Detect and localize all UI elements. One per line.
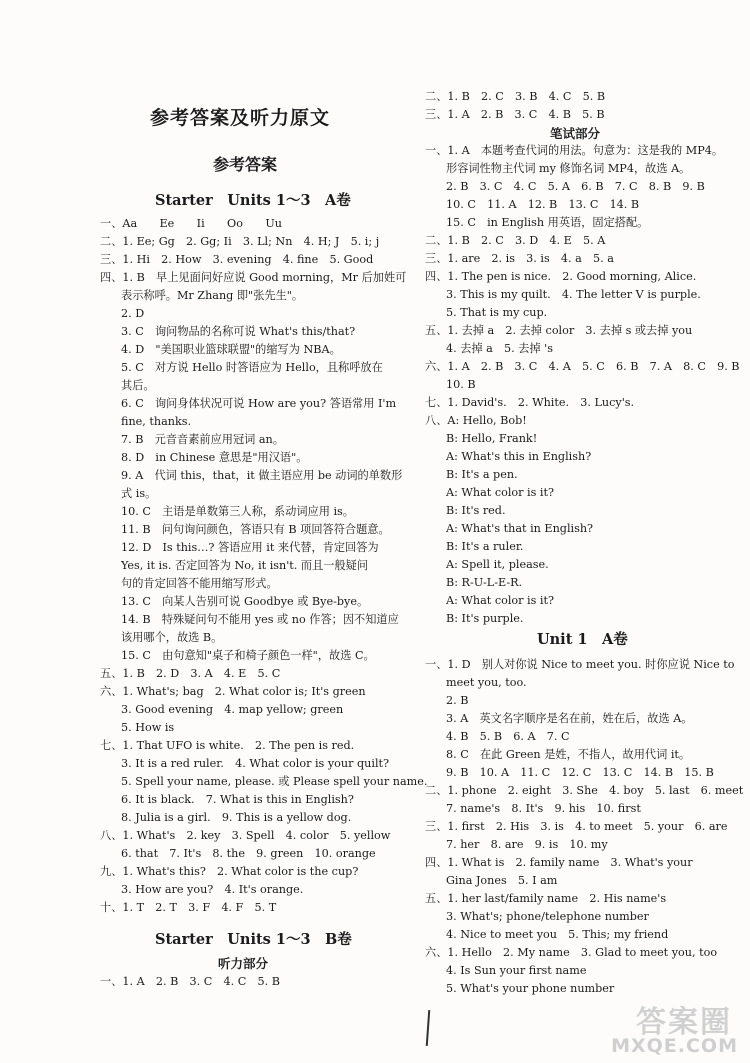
- answer-line: 15. C 由句意知"桌子和椅子颜色一样"，故选 C。: [121, 649, 375, 662]
- answer-line: 二、1. Ee; Gg 2. Gg; Ii 3. Ll; Nn 4. H; J 5. i; j: [100, 235, 380, 248]
- answer-line: 六、1. What's; bag 2. What color is; It's green: [100, 685, 366, 698]
- answer-line: A: What's that in English?: [446, 522, 594, 535]
- answer-line: 四、1. The pen is nice. 2. Good morning, Alice.: [425, 270, 697, 283]
- answer-line: 五、1. B 2. D 3. A 4. E 5. C: [100, 667, 281, 680]
- answer-line: 3. C 询问物品的名称可说 What's this/that?: [121, 325, 356, 338]
- answer-line: 3. This is my quilt. 4. The letter V is purple.: [446, 288, 701, 301]
- answer-line: B: It's red.: [446, 504, 506, 517]
- answer-line: 3. A 英文名字顺序是名在前，姓在后，故选 A。: [446, 712, 693, 725]
- watermark-url: MXQE.COM: [611, 1035, 738, 1057]
- answer-line: 六、1. A 2. B 3. C 4. A 5. C 6. B 7. A 8. C 9. B: [425, 360, 740, 373]
- answer-line: 式 is。: [121, 487, 157, 500]
- answer-line: meet you, too.: [446, 676, 527, 689]
- answer-line: 一、1. D 别人对你说 Nice to meet you. 时你应说 Nice to: [425, 658, 735, 671]
- answer-line: B: Hello, Frank!: [446, 432, 538, 445]
- answer-line: B: It's a pen.: [446, 468, 518, 481]
- answer-line: 6. that 7. It's 8. the 9. green 10. orange: [121, 847, 376, 860]
- page-title: 参考答案及听力原文: [150, 107, 331, 129]
- watermark-logo: [612, 997, 742, 1057]
- answer-line: 七、1. David's. 2. White. 3. Lucy's.: [425, 396, 635, 409]
- answer-line: 三、1. Hi 2. How 3. evening 4. fine 5. Good: [100, 253, 374, 266]
- answer-line: 形容词性物主代词 my 修饰名词 MP4，故选 A。: [446, 162, 691, 175]
- answer-line: 该用哪个，故选 B。: [121, 631, 223, 644]
- answer-line: B: It's a ruler.: [446, 540, 524, 553]
- answer-line: 三、1. are 2. is 3. is 4. a 5. a: [425, 252, 614, 265]
- section-heading-unit1-a: Unit 1 A卷: [537, 631, 628, 648]
- answer-line: 2. B 3. C 4. C 5. A 6. B 7. C 8. B 9. B: [446, 180, 705, 193]
- answer-line: 8. C 在此 Green 是姓，不指人，故用代词 it。: [446, 748, 691, 761]
- answer-line: 2. B: [446, 694, 469, 707]
- answer-line: 9. A 代词 this，that，it 做主语应用 be 动词的单数形: [121, 469, 403, 482]
- answer-line: 6. It is black. 7. What is this in English?: [121, 793, 354, 806]
- answer-line: fine, thanks.: [121, 415, 192, 428]
- answer-line: 二、1. phone 2. eight 3. She 4. boy 5. last 6. meet: [425, 784, 744, 797]
- answer-line: 3. What's; phone/telephone number: [446, 910, 649, 923]
- answer-line: B: It's purple.: [446, 612, 524, 625]
- section-heading-starter-b: Starter Units 1～3 B卷: [155, 931, 352, 948]
- answer-line: 表示称呼。Mr Zhang 即"张先生"。: [121, 289, 304, 302]
- written-heading: 笔试部分: [550, 126, 601, 141]
- answer-line: 7. her 8. are 9. is 10. my: [446, 838, 608, 851]
- answer-line: 五、1. 去掉 a 2. 去掉 color 3. 去掉 s 或去掉 you: [425, 324, 693, 337]
- answer-line: 14. B 特殊疑问句不能用 yes 或 no 作答；因不知道应: [121, 613, 399, 626]
- answer-line: 15. C in English 用英语，固定搭配。: [446, 216, 649, 229]
- answer-line: A: What color is it?: [446, 486, 554, 499]
- answer-line: 5. That is my cup.: [446, 306, 548, 319]
- answer-line: 四、1. B 早上见面问好应说 Good morning，Mr 后加姓可: [100, 271, 407, 284]
- answer-line: 句的肯定回答不能用缩写形式。: [121, 577, 278, 590]
- answer-line: 4. D "美国职业篮球联盟"的缩写为 NBA。: [121, 343, 341, 356]
- answer-line: 4. B 5. B 6. A 7. C: [446, 730, 570, 743]
- answer-line: 4. 去掉 a 5. 去掉 's: [446, 342, 553, 355]
- answer-line: 一、1. A 本题考查代词的用法。句意为：这是我的 MP4。: [425, 144, 724, 157]
- answer-line: 2. D: [121, 307, 145, 320]
- answer-line: 10. C 11. A 12. B 13. C 14. B: [446, 198, 640, 211]
- answer-line: 5. What's your phone number: [446, 982, 615, 995]
- listening-heading: 听力部分: [218, 956, 269, 971]
- answer-line: 7. B 元音音素前应用冠词 an。: [121, 433, 284, 446]
- answer-line: A: What's this in English?: [446, 450, 592, 463]
- answer-line: 10. B: [446, 378, 476, 391]
- answer-line: Gina Jones 5. I am: [446, 874, 558, 887]
- answer-line: 11. B 问句询问颜色，答语只有 B 项回答符合题意。: [121, 523, 390, 536]
- answer-line: 10. C 主语是单数第三人称，系动词应用 is。: [121, 505, 354, 518]
- answer-line: 8. Julia is a girl. 9. This is a yellow dog.: [121, 811, 352, 824]
- answer-line: 9. B 10. A 11. C 12. C 13. C 14. B 15. B: [446, 766, 714, 779]
- answer-line: 3. How are you? 4. It's orange.: [121, 883, 304, 896]
- answer-line: B: R-U-L-E-R.: [446, 576, 523, 589]
- answer-line: 八、A: Hello, Bob!: [425, 414, 527, 427]
- answer-line: 13. C 向某人告别可说 Goodbye 或 Bye-bye。: [121, 595, 369, 608]
- answer-line: 3. It is a red ruler. 4. What color is your quilt?: [121, 757, 390, 770]
- answer-line: 5. How is: [121, 721, 175, 734]
- section-heading-starter-a: Starter Units 1～3 A卷: [155, 192, 351, 209]
- answer-line: 九、1. What's this? 2. What color is the cup?: [100, 865, 359, 878]
- answer-line: 二、1. B 2. C 3. B 4. C 5. B: [425, 90, 606, 103]
- answer-line: 三、1. first 2. His 3. is 4. to meet 5. your 6. are: [425, 820, 728, 833]
- answer-line: 4. Is Sun your first name: [446, 964, 587, 977]
- answer-line: 十、1. T 2. T 3. F 4. F 5. T: [100, 901, 277, 914]
- answer-line: 三、1. A 2. B 3. C 4. B 5. B: [425, 108, 605, 121]
- answer-line: 5. C 对方说 Hello 时答语应为 Hello，且称呼放在: [121, 361, 383, 374]
- watermark-text: 答案圈: [636, 1005, 732, 1040]
- answer-line: 7. name's 8. It's 9. his 10. first: [446, 802, 641, 815]
- answer-line: 一、Aa Ee Ii Oo Uu: [100, 217, 282, 230]
- answer-line: 4. Nice to meet you 5. This; my friend: [446, 928, 669, 941]
- answer-line: 四、1. What is 2. family name 3. What's your: [425, 856, 693, 869]
- answer-line: 3. Good evening 4. map yellow; green: [121, 703, 344, 716]
- pen-mark: [426, 1010, 431, 1046]
- answer-line: 其后。: [121, 379, 155, 392]
- answer-line: 8. D in Chinese 意思是"用汉语"。: [121, 451, 308, 464]
- answer-line: A: What color is it?: [446, 594, 554, 607]
- answer-line: 6. C 询问身体状况可说 How are you? 答语常用 I'm: [121, 397, 397, 410]
- answer-line: 12. D Is this…? 答语应用 it 来代替，肯定回答为: [121, 541, 379, 554]
- answer-line: 一、1. A 2. B 3. C 4. C 5. B: [100, 975, 280, 988]
- answer-line: Yes, it is. 否定回答为 No, it isn't. 而且一般疑问: [121, 559, 369, 572]
- answer-line: 五、1. her last/family name 2. His name's: [425, 892, 667, 905]
- answer-line: 二、1. B 2. C 3. D 4. E 5. A: [425, 234, 606, 247]
- answer-line: 七、1. That UFO is white. 2. The pen is red.: [100, 739, 355, 752]
- answer-line: 六、1. Hello 2. My name 3. Glad to meet you, too: [425, 946, 718, 959]
- answer-line: A: Spell it, please.: [446, 558, 549, 571]
- section-subtitle: 参考答案: [213, 155, 278, 174]
- answer-line: 八、1. What's 2. key 3. Spell 4. color 5. yellow: [100, 829, 391, 842]
- answer-line: 5. Spell your name, please. 或 Please spell your name.: [121, 775, 428, 788]
